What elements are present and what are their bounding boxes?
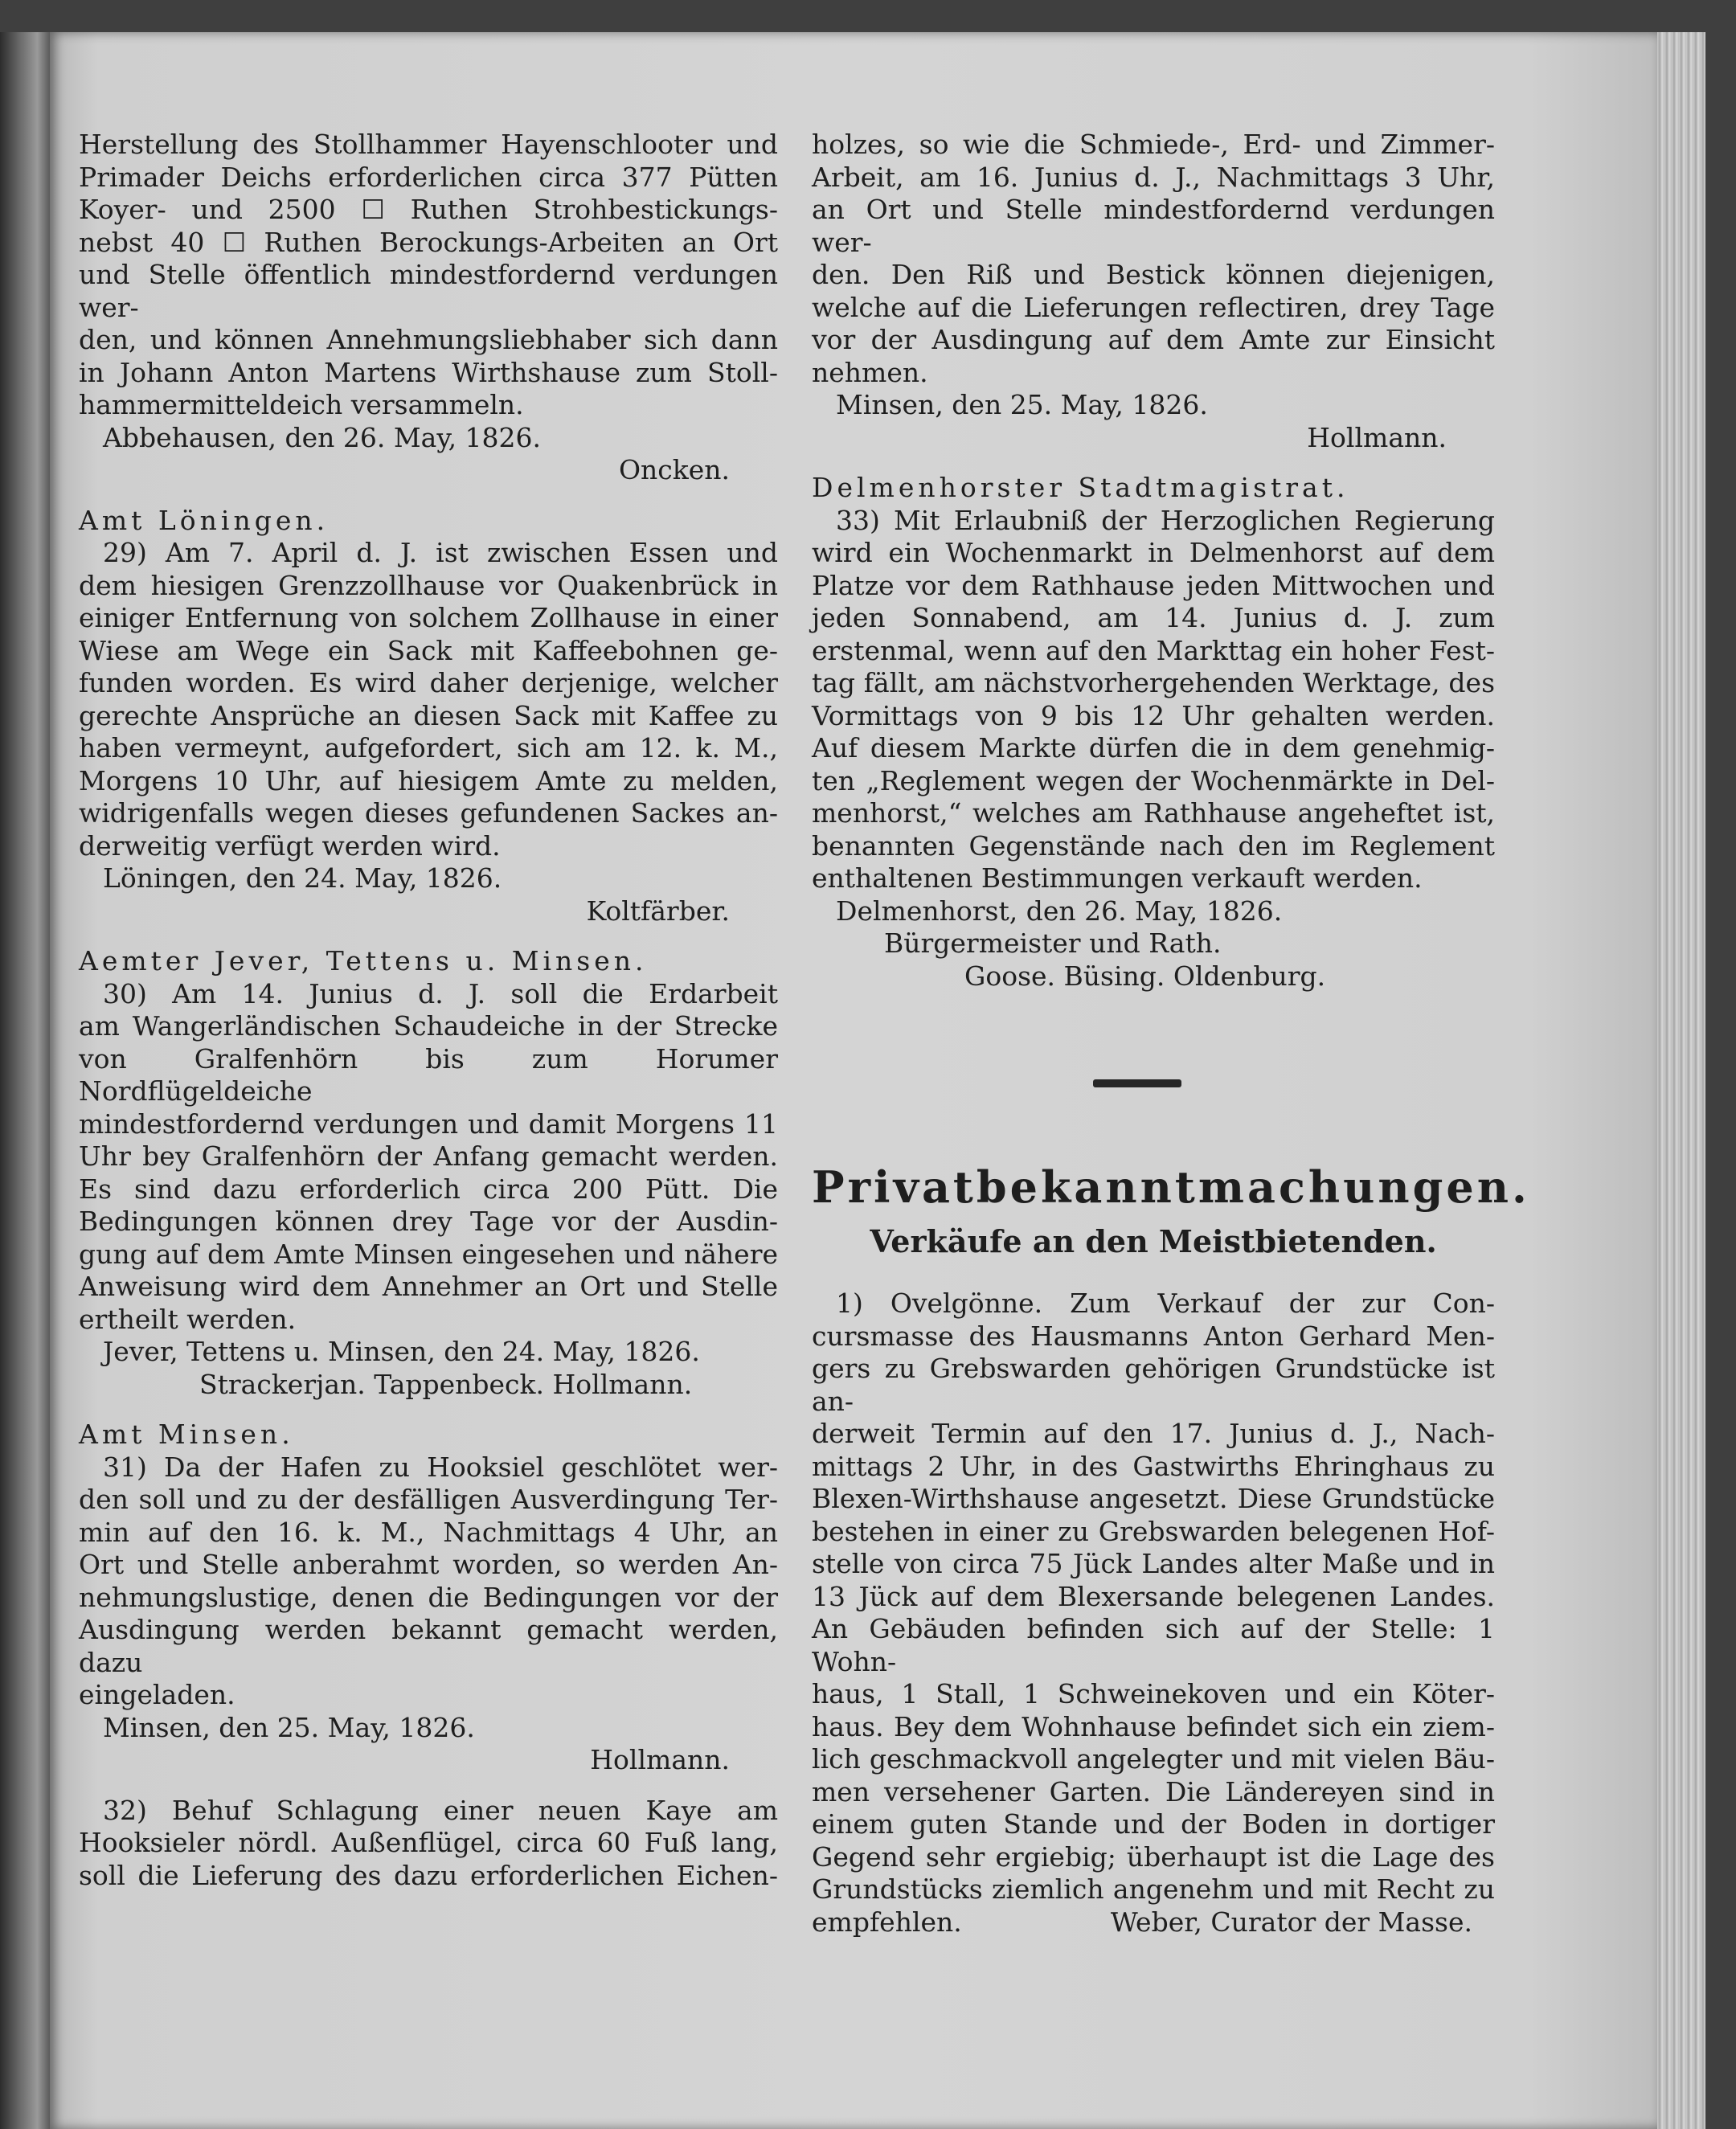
text-line: Koyer- und 2500 ☐ Ruthen Strohbestickungs- — [79, 194, 778, 225]
text-line: und Stelle öffentlich mindestfordernd verdungen wer- — [79, 259, 778, 323]
dateline: Löningen, den 24. May, 1826. — [103, 862, 502, 894]
text-line: 1) Ovelgönne. Zum Verkauf der zur Con- — [836, 1288, 1495, 1319]
text-line: Blexen-Wirthshause angesetzt. Diese Grundstücke — [812, 1483, 1495, 1514]
text-line: cursmasse des Hausmanns Anton Gerhard Men- — [812, 1320, 1495, 1352]
section-divider — [1093, 1079, 1181, 1087]
text-line: eingeladen. — [79, 1679, 235, 1710]
section-heading: Delmenhorster Stadtmagistrat. — [812, 472, 1349, 503]
text-line: tag fällt, am nächstvorhergehenden Werktage, des — [812, 667, 1495, 698]
text-line: lich geschmackvoll angelegter und mit vielen Bäu- — [812, 1743, 1495, 1775]
text-line: min auf den 16. k. M., Nachmittags 4 Uhr, an — [79, 1516, 778, 1548]
text-line: menhorst,“ welches am Rathhause angeheftet ist, — [812, 797, 1495, 829]
text-line: Bedingungen können drey Tage vor der Ausdin- — [79, 1206, 778, 1237]
text-line: 13 Jück auf dem Blexersande belegenen Landes. — [812, 1580, 1495, 1612]
text-line: funden worden. Es wird daher derjenige, welcher — [79, 667, 778, 698]
text-line: ertheilt werden. — [79, 1303, 297, 1335]
text-line: haben vermeynt, aufgefordert, sich am 12. k. M., — [79, 732, 778, 764]
text-line: Primader Deichs erforderlichen circa 377 Pütten — [79, 161, 778, 193]
subheading-auctions: Verkäufe an den Meistbietenden. — [870, 1223, 1437, 1259]
text-line: Arbeit, am 16. Junius d. J., Nachmittags 3 Uhr, — [812, 161, 1495, 193]
closing-word: empfehlen. — [812, 1906, 962, 1938]
text-line: Grundstücks ziemlich angenehm und mit Recht zu — [812, 1873, 1495, 1905]
text-line: Ort und Stelle anberahmt worden, so werden An- — [79, 1549, 778, 1580]
text-line: Morgens 10 Uhr, auf hiesigem Amte zu melden, — [79, 764, 778, 796]
signature: Oncken. — [618, 454, 730, 485]
section-heading: Aemter Jever, Tettens u. Minsen. — [79, 945, 648, 976]
text-line: 30) Am 14. Junius d. J. soll die Erdarbeit — [103, 977, 778, 1009]
dateline: Jever, Tettens u. Minsen, den 24. May, 1826. — [103, 1336, 700, 1367]
text-line: nehmen. — [812, 356, 928, 388]
text-line: benannten Gegenstände nach den im Reglement — [812, 829, 1495, 862]
dateline: Delmenhorst, den 26. May, 1826. — [836, 895, 1283, 927]
text-line: gerechte Ansprüche an diesen Sack mit Kaffee zu — [79, 699, 778, 731]
text-line: nebst 40 ☐ Ruthen Berockungs-Arbeiten an Ort — [79, 226, 778, 258]
right-column — [812, 129, 1495, 993]
notice-33 — [812, 505, 1495, 895]
signature: Koltfärber. — [586, 895, 730, 927]
text-line: gung auf dem Amte Minsen eingesehen und nähere — [79, 1238, 778, 1270]
text-line: bestehen in einer zu Grebswarden belegenen Hof- — [812, 1515, 1495, 1547]
left-column — [79, 129, 778, 1892]
text-line: Anweisung wird dem Annehmer an Ort und Stelle — [79, 1271, 778, 1302]
notice-stollhammer — [79, 129, 778, 422]
text-line: Hooksieler nördl. Außenflügel, circa 60 Fuß lang, — [79, 1827, 778, 1858]
text-line: den, und können Annehmungsliebhaber sich dann — [79, 324, 778, 355]
notice-ovelgoenne — [812, 1288, 1495, 1906]
text-line: den. Den Riß und Bestick können diejenigen, — [812, 259, 1495, 290]
text-line: mindestfordernd verdungen und damit Morgens 11 — [79, 1107, 778, 1140]
text-line: holzes, so wie die Schmiede-, Erd- und Zimmer- — [812, 129, 1495, 160]
closing-line — [812, 1906, 1495, 1939]
text-line: derweitig verfügt werden wird. — [79, 829, 501, 862]
notice-32 — [79, 1795, 778, 1893]
text-line: einem guten Stande und der Boden in dortiger — [812, 1808, 1495, 1840]
text-line: 29) Am 7. April d. J. ist zwischen Essen und — [103, 537, 778, 568]
text-line: men versehener Garten. Die Ländereyen sind in — [812, 1775, 1495, 1808]
text-line: 32) Behuf Schlagung einer neuen Kaye am — [103, 1794, 778, 1826]
text-line: Auf diesem Markte dürfen die in dem genehmig- — [812, 732, 1495, 764]
page-stack-edge — [1657, 32, 1705, 2129]
signature: Hollmann. — [1307, 421, 1447, 453]
text-line: Wiese am Wege ein Sack mit Kaffeebohnen ge- — [79, 634, 778, 666]
text-line: wird ein Wochenmarkt in Delmenhorst auf dem — [812, 537, 1495, 568]
text-line: gers zu Grebswarden gehörigen Grundstücke ist an- — [812, 1353, 1495, 1417]
text-line: soll die Lieferung des dazu erforderlichen Eichen- — [79, 1859, 778, 1891]
text-line: haus, 1 Stall, 1 Schweinekoven und ein Köter- — [812, 1678, 1495, 1709]
notice-30 — [79, 978, 778, 1337]
notice-31 — [79, 1451, 778, 1712]
right-column-lower — [812, 1288, 1495, 1939]
text-line: an Ort und Stelle mindestfordernd verdungen wer- — [812, 194, 1495, 258]
text-line: enthaltenen Bestimmungen verkauft werden. — [812, 862, 1423, 894]
text-line: nehmungslustige, denen die Bedingungen vor der — [79, 1581, 778, 1613]
notice-29 — [79, 537, 778, 862]
text-line: Vormittags von 9 bis 12 Uhr gehalten werden. — [812, 699, 1495, 731]
text-line: Herstellung des Stollhammer Hayenschlooter und — [79, 129, 778, 160]
signature: Hollmann. — [590, 1744, 730, 1775]
text-line: Platze vor dem Rathhause jeden Mittwochen und — [812, 569, 1495, 601]
text-line: mittags 2 Uhr, in des Gastwirths Ehringhaus zu — [812, 1450, 1495, 1482]
text-line: Ausdingung werden bekannt gemacht werden, dazu — [79, 1614, 778, 1678]
text-line: erstenmal, wenn auf den Markttag ein hoher Fest- — [812, 634, 1495, 666]
text-line: haus. Bey dem Wohnhause befindet sich ein ziem- — [812, 1710, 1495, 1742]
text-line: einiger Entfernung von solchem Zollhause in einer — [79, 602, 778, 633]
signature-names: Goose. Büsing. Oldenburg. — [964, 960, 1326, 992]
section-heading: Amt Löningen. — [79, 504, 330, 536]
signature-office: Bürgermeister und Rath. — [884, 927, 1222, 959]
section-heading: Amt Minsen. — [79, 1419, 294, 1450]
text-line: jeden Sonnabend, am 14. Junius d. J. zum — [812, 602, 1495, 633]
text-line: 31) Da der Hafen zu Hooksiel geschlötet wer- — [103, 1451, 778, 1483]
text-line: von Gralfenhörn bis zum Horumer Nordflügeldeiche — [79, 1042, 778, 1107]
dateline: Abbehausen, den 26. May, 1826. — [103, 421, 542, 453]
text-line: in Johann Anton Martens Wirthshause zum Stoll- — [79, 356, 778, 388]
dateline: Minsen, den 25. May, 1826. — [103, 1711, 475, 1743]
text-line: dem hiesigen Grenzzollhause vor Quakenbrück in — [79, 569, 778, 601]
text-line: vor der Ausdingung auf dem Amte zur Einsicht — [812, 324, 1495, 355]
signature: Strackerjan. Tappenbeck. Hollmann. — [199, 1368, 693, 1400]
heading-private-announcements: Privatbekanntmachungen. — [812, 1161, 1530, 1213]
text-line: hammermitteldeich versammeln. — [79, 389, 524, 420]
curator-signature: Weber, Curator der Masse. — [1110, 1906, 1472, 1938]
dateline: Minsen, den 25. May, 1826. — [836, 389, 1208, 420]
text-line: den soll und zu der desfälligen Ausverdingung Ter- — [79, 1484, 778, 1515]
text-line: Gegend sehr ergiebig; überhaupt ist die Lage des — [812, 1840, 1495, 1873]
text-line: An Gebäuden befinden sich auf der Stelle: 1 Wohn- — [812, 1613, 1495, 1677]
text-line: Uhr bey Gralfenhörn der Anfang gemacht werden. — [79, 1140, 778, 1172]
text-line: derweit Termin auf den 17. Junius d. J., Nach- — [812, 1418, 1495, 1449]
text-line: stelle von circa 75 Jück Landes alter Maße und in — [812, 1548, 1495, 1579]
text-line: 33) Mit Erlaubniß der Herzoglichen Regierung — [836, 504, 1495, 536]
text-line: welche auf die Lieferungen reflectiren, drey Tage — [812, 291, 1495, 323]
notice-32-continued — [812, 129, 1495, 389]
text-line: am Wangerländischen Schaudeiche in der Strecke — [79, 1010, 778, 1042]
text-line: Es sind dazu erforderlich circa 200 Pütt. Die — [79, 1173, 778, 1205]
text-line: widrigenfalls wegen dieses gefundenen Sackes an- — [79, 797, 778, 829]
text-line: ten „Reglement wegen der Wochenmärkte in Del- — [812, 764, 1495, 796]
previous-page-edge — [0, 32, 50, 2129]
